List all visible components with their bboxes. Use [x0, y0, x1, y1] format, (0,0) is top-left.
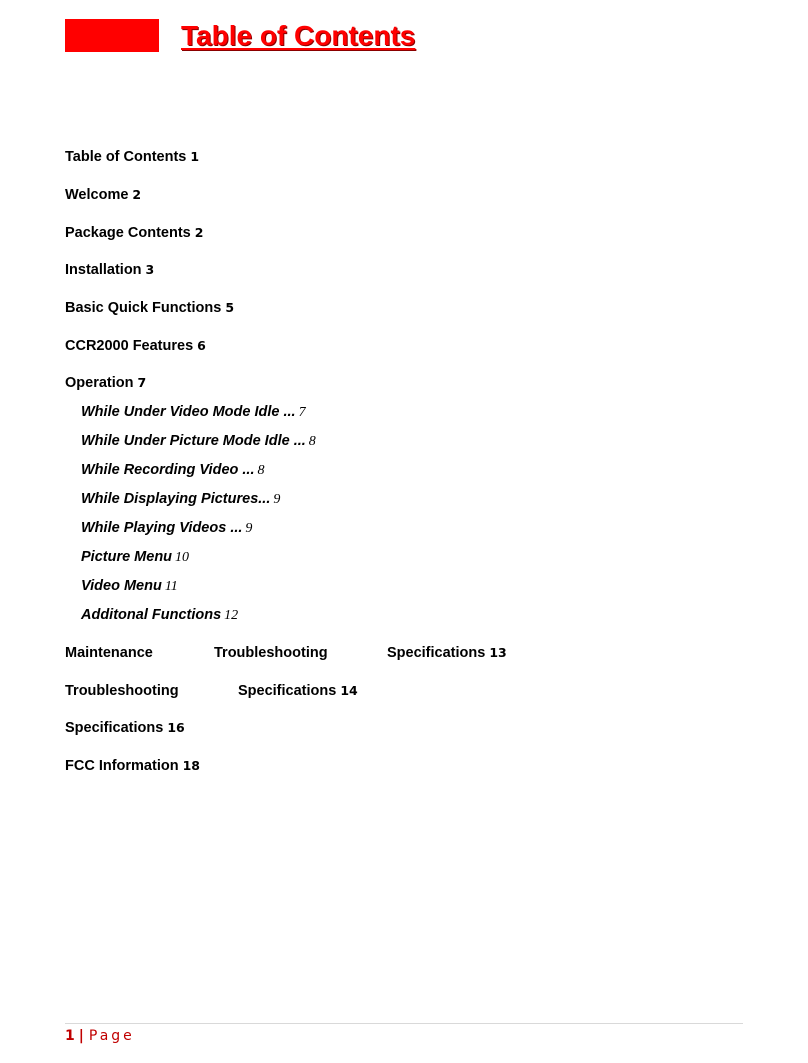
toc-entry-page: 5	[225, 300, 235, 315]
toc-entry-page: 1	[190, 149, 200, 164]
toc-entry-page: 11	[164, 579, 178, 594]
toc-entry-label: While Under Picture Mode Idle ...	[81, 433, 306, 449]
toc-entry-label: Basic Quick Functions	[65, 300, 222, 316]
toc-entry-label: While Recording Video ...	[81, 462, 255, 478]
toc-entry-label: While Displaying Pictures...	[81, 491, 271, 507]
toc-entry-label: While Under Video Mode Idle ...	[81, 404, 296, 420]
toc-entry-page: 6	[197, 338, 206, 353]
footer-page-word: Page	[88, 1028, 135, 1044]
toc-entry-operation[interactable]	[65, 373, 146, 393]
toc-entry-picture-mode-idle[interactable]	[81, 431, 316, 451]
toc-entry-label: Welcome	[65, 187, 129, 203]
toc-entry-page: 7	[137, 375, 147, 390]
toc-entry-label: FCC Information	[65, 758, 179, 774]
toc-entry-page: 2	[132, 187, 142, 202]
toc-entry-welcome[interactable]	[65, 185, 141, 205]
toc-entry-page: 14	[340, 683, 358, 698]
toc-entry-displaying-pictures[interactable]	[81, 489, 280, 509]
toc-entry-label: Table of Contents	[65, 149, 187, 165]
toc-entry-page: 9	[245, 521, 253, 536]
toc-entry-label: Specifications	[65, 720, 164, 736]
toc-entry-label: Picture Menu	[81, 549, 173, 565]
toc-entry-additional-functions[interactable]	[81, 605, 238, 625]
toc-entry-page: 12	[224, 608, 239, 623]
toc-entry-label: Operation	[65, 375, 134, 391]
toc-entry-label: Video Menu	[81, 578, 162, 594]
toc-entry-package-contents[interactable]	[65, 223, 203, 243]
toc-entry-playing-videos[interactable]	[81, 518, 252, 538]
toc-entry-label: Troubleshooting	[65, 683, 179, 699]
toc-entry-label: Maintenance	[65, 645, 153, 661]
toc-entry-label: CCR2000 Features	[65, 338, 194, 354]
footer-divider	[65, 1023, 743, 1024]
toc-entry-table-of-contents[interactable]	[65, 147, 199, 167]
toc-entry-label: Package Contents	[65, 225, 191, 241]
toc-entry-page: 18	[182, 758, 200, 773]
toc-entry-fcc-information[interactable]	[65, 756, 200, 776]
toc-entry-basic-quick-functions[interactable]	[65, 298, 234, 318]
toc-entry-label: Specifications	[387, 645, 486, 661]
toc-entry-page: 9	[273, 492, 281, 507]
toc-entry-label: Additonal Functions	[81, 607, 222, 623]
toc-entry-page: 10	[175, 550, 190, 565]
toc-entry-maintenance-group[interactable]	[65, 643, 507, 663]
toc-entry-ccr2000-features[interactable]	[65, 336, 206, 356]
toc-entry-label: Troubleshooting	[214, 645, 328, 661]
toc-entry-page: 7	[298, 405, 306, 420]
toc-entry-recording-video[interactable]	[81, 460, 264, 480]
footer-separator: |	[78, 1028, 84, 1044]
toc-entry-video-menu[interactable]	[81, 576, 178, 596]
header-red-bar	[65, 19, 159, 52]
toc-entry-page: 13	[489, 645, 507, 660]
toc-entry-label: Installation	[65, 262, 142, 278]
toc-entry-video-mode-idle[interactable]	[81, 402, 306, 422]
toc-entry-troubleshooting-group[interactable]	[65, 681, 358, 701]
toc-entry-page: 3	[145, 262, 155, 277]
page-title: Table of Contents	[181, 20, 416, 51]
toc-entry-page: 8	[308, 434, 316, 449]
toc-entry-page: 16	[167, 720, 185, 735]
toc-entry-page: 2	[194, 225, 204, 240]
toc-entry-picture-menu[interactable]	[81, 547, 189, 567]
page-footer	[65, 1026, 135, 1046]
toc-entry-installation[interactable]	[65, 260, 154, 280]
toc-entry-specifications[interactable]	[65, 718, 185, 738]
footer-page-number: 1	[65, 1028, 75, 1044]
toc-entry-page: 8	[257, 463, 265, 478]
toc-entry-label: While Playing Videos ...	[81, 520, 243, 536]
toc-entry-label: Specifications	[238, 683, 337, 699]
